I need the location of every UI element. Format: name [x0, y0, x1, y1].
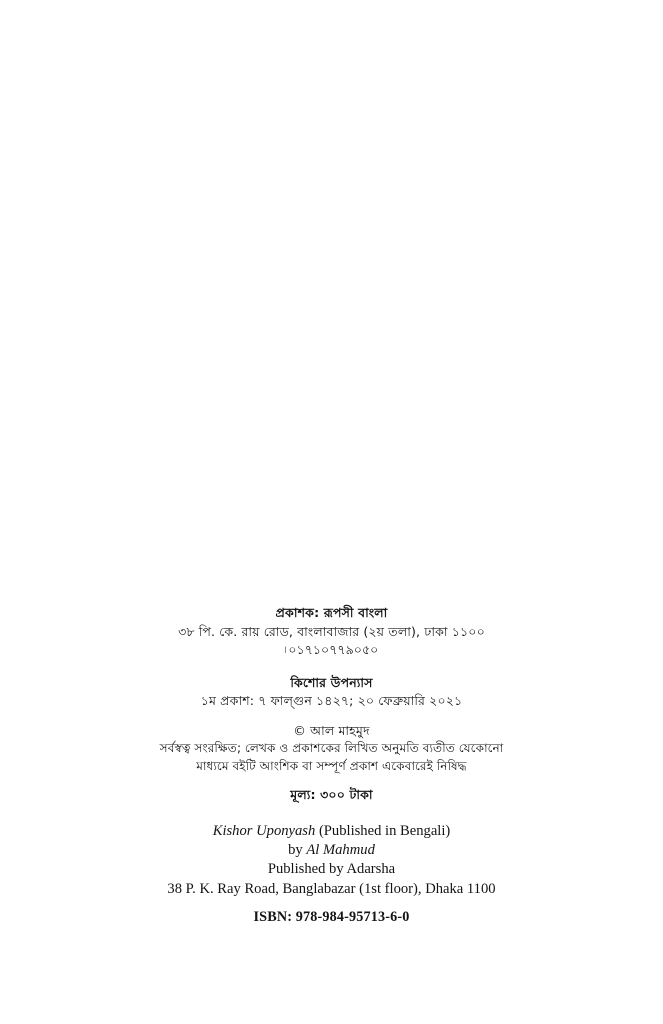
publisher-phone-number: ০১৭১০৭৭৯০৫০: [288, 642, 379, 657]
spacer: [0, 711, 663, 722]
price-group: [0, 786, 663, 805]
english-author-line: [0, 841, 663, 860]
rights-reserved-line-1: সর্বস্বত্ব সংরক্ষিত; লেখক ও প্রকাশকের লিখিত অনুমতি ব্যতীত যেকোনো: [159, 741, 504, 755]
spacer: [0, 899, 663, 908]
english-author-name: Al Mahmud: [306, 841, 375, 858]
spacer: [0, 775, 663, 786]
spacer: [0, 805, 663, 822]
edition-date-line: ১ম প্রকাশ: ৭ ফাল্গুন ১৪২৭; ২০ ফেব্রুয়ারি ২০২১: [200, 693, 463, 708]
price-line: মূল্য: ৩০০ টাকা: [290, 787, 373, 802]
rights-reserved-line-2: মাধ্যমে বইটি আংশিক বা সম্পূর্ণ প্রকাশ একেবারেই নিষিদ্ধ: [196, 758, 467, 773]
english-title-italic: Kishor Uponyash: [212, 822, 316, 839]
english-published-by-line: Published by Adarsha: [267, 861, 396, 878]
copyright-group: [0, 722, 663, 776]
copyright-holder-line: © আল মাহমুদ: [293, 722, 370, 738]
publisher-address-line: ৩৮ পি. কে. রায় রোড, বাংলাবাজার (২য় তলা), ঢাকা ১১০০: [178, 623, 485, 639]
book-genre-line: কিশোর উপন্যাস: [290, 674, 373, 690]
imprint-block: [0, 604, 663, 928]
english-by-prefix: by: [288, 841, 307, 858]
isbn-group: [0, 908, 663, 927]
publisher-group: [0, 604, 663, 661]
isbn-line: ISBN: 978-984-95713-6-0: [253, 909, 410, 926]
english-address-line: 38 P. K. Ray Road, Banglabazar (1st floor), Dhaka 1100: [167, 880, 496, 897]
publisher-name-line: প্রকাশক: রূপসী বাংলা: [275, 605, 388, 620]
english-title-suffix: (Published in Bengali): [315, 822, 451, 839]
phone-icon: ৷: [284, 645, 287, 656]
publisher-phone-row: [0, 641, 663, 661]
english-imprint-group: [0, 822, 663, 900]
edition-group: [0, 674, 663, 711]
spacer: [0, 661, 663, 674]
english-title-line: [0, 822, 663, 841]
